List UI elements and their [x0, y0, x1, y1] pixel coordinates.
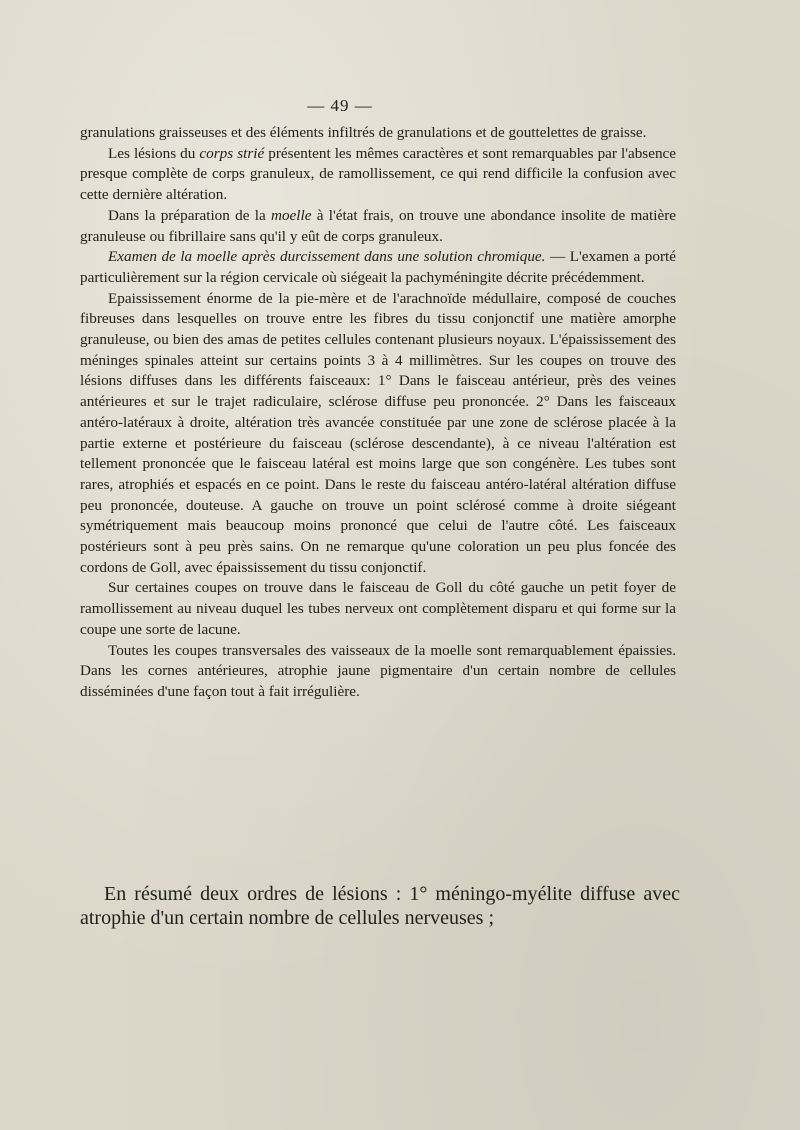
paragraph-4 — [80, 247, 676, 288]
paragraph-1: granulations graisseuses et des éléments infiltrés de granulations et de gouttelettes de graisse. — [80, 124, 647, 141]
paragraph-5: Epaississement énorme de la pie-mère et de l'arachnoïde médullaire, composé de couches fibreuses dans lesquelles on trouve entre les fibres du tissu conjonctif une matière amorphe granuleuse, ou bien des amas de petites cellules contenant plusieurs noyaux. L'épaississement des méninges spinales atteint sur certains points 3 à 4 millimètres. Sur les coupes on trouve des lésions diffuses dans les différents faisceaux: 1° Dans le faisceau antérieur, près des veines antérieures et sur le trajet radiculaire, sclérose diffuse peu prononcée. 2° Dans les faisceaux antéro-latéraux à droite, altération très avancée constituée par une zone de sclérose placée à la partie externe et postérieure du faisceau (sclérose descendante), à ce niveau l'altération est tellement prononcée que le faisceau latéral est moins large que son congénère. Les tubes sont rares, atrophiés et espacés en ce point. Dans le reste du faisceau antéro-latéral altération diffuse peu prononcée, douteuse. A gauche on trouve un point sclérosé comme à droite siégeant symétriquement mais beaucoup moins prononcé que celui de l'autre côté. Les faisceaux postérieurs sont à peu près sains. On ne remarque qu'une coloration un peu plus foncée des cordons de Goll, avec épaississement du tissu conjonctif. — [80, 289, 676, 576]
paragraph-7: Toutes les coupes transversales des vaisseaux de la moelle sont remarquablement épaissies. Dans les cornes antérieures, atrophie jaune pigmentaire d'un certain nombre de cellules disséminées d'une façon tout à fait irrégulière. — [80, 641, 676, 700]
paragraph-4-post: — L'examen a porté particulièrement sur la région cervicale où siégeait la pachyméningite décrite précédemment. — [80, 248, 677, 286]
paragraph-3 — [80, 206, 676, 247]
summary-paragraph: En résumé deux ordres de lésions : 1° méningo-myélite diffuse avec atrophie d'un certain nombre de cellules nerveuses ; — [80, 883, 680, 929]
paragraph-3-post: à l'état frais, on trouve une abondance insolite de matière granuleuse ou fibrillaire sans qu'il y eût de corps granuleux. — [80, 206, 676, 245]
body-text — [80, 123, 676, 703]
section-heading: Examen de la moelle après durcissement dans une solution chromique. — [108, 248, 546, 266]
page-number: — 49 — — [307, 96, 373, 115]
paragraph-6: Sur certaines coupes on trouve dans le faisceau de Goll du côté gauche un petit foyer de ramollissement au niveau duquel les tubes nerveux ont complètement disparu et qui forme sur la coupe une sorte de lacune. — [80, 579, 676, 638]
paragraph-3-emphasis: moelle — [270, 206, 312, 224]
paragraph-3-pre: Dans la préparation de la — [108, 206, 271, 224]
paragraph-2-post: présentent les mêmes caractères et sont remarquables par l'absence presque complète de corps granuleux, de ramollissement, ce qui rend difficile la confusion avec cette dernière altération. — [80, 144, 677, 204]
paragraph-2-pre: Les lésions du — [108, 144, 200, 162]
paragraph-2 — [80, 144, 676, 206]
paragraph-2-emphasis: corps strié — [199, 144, 265, 162]
